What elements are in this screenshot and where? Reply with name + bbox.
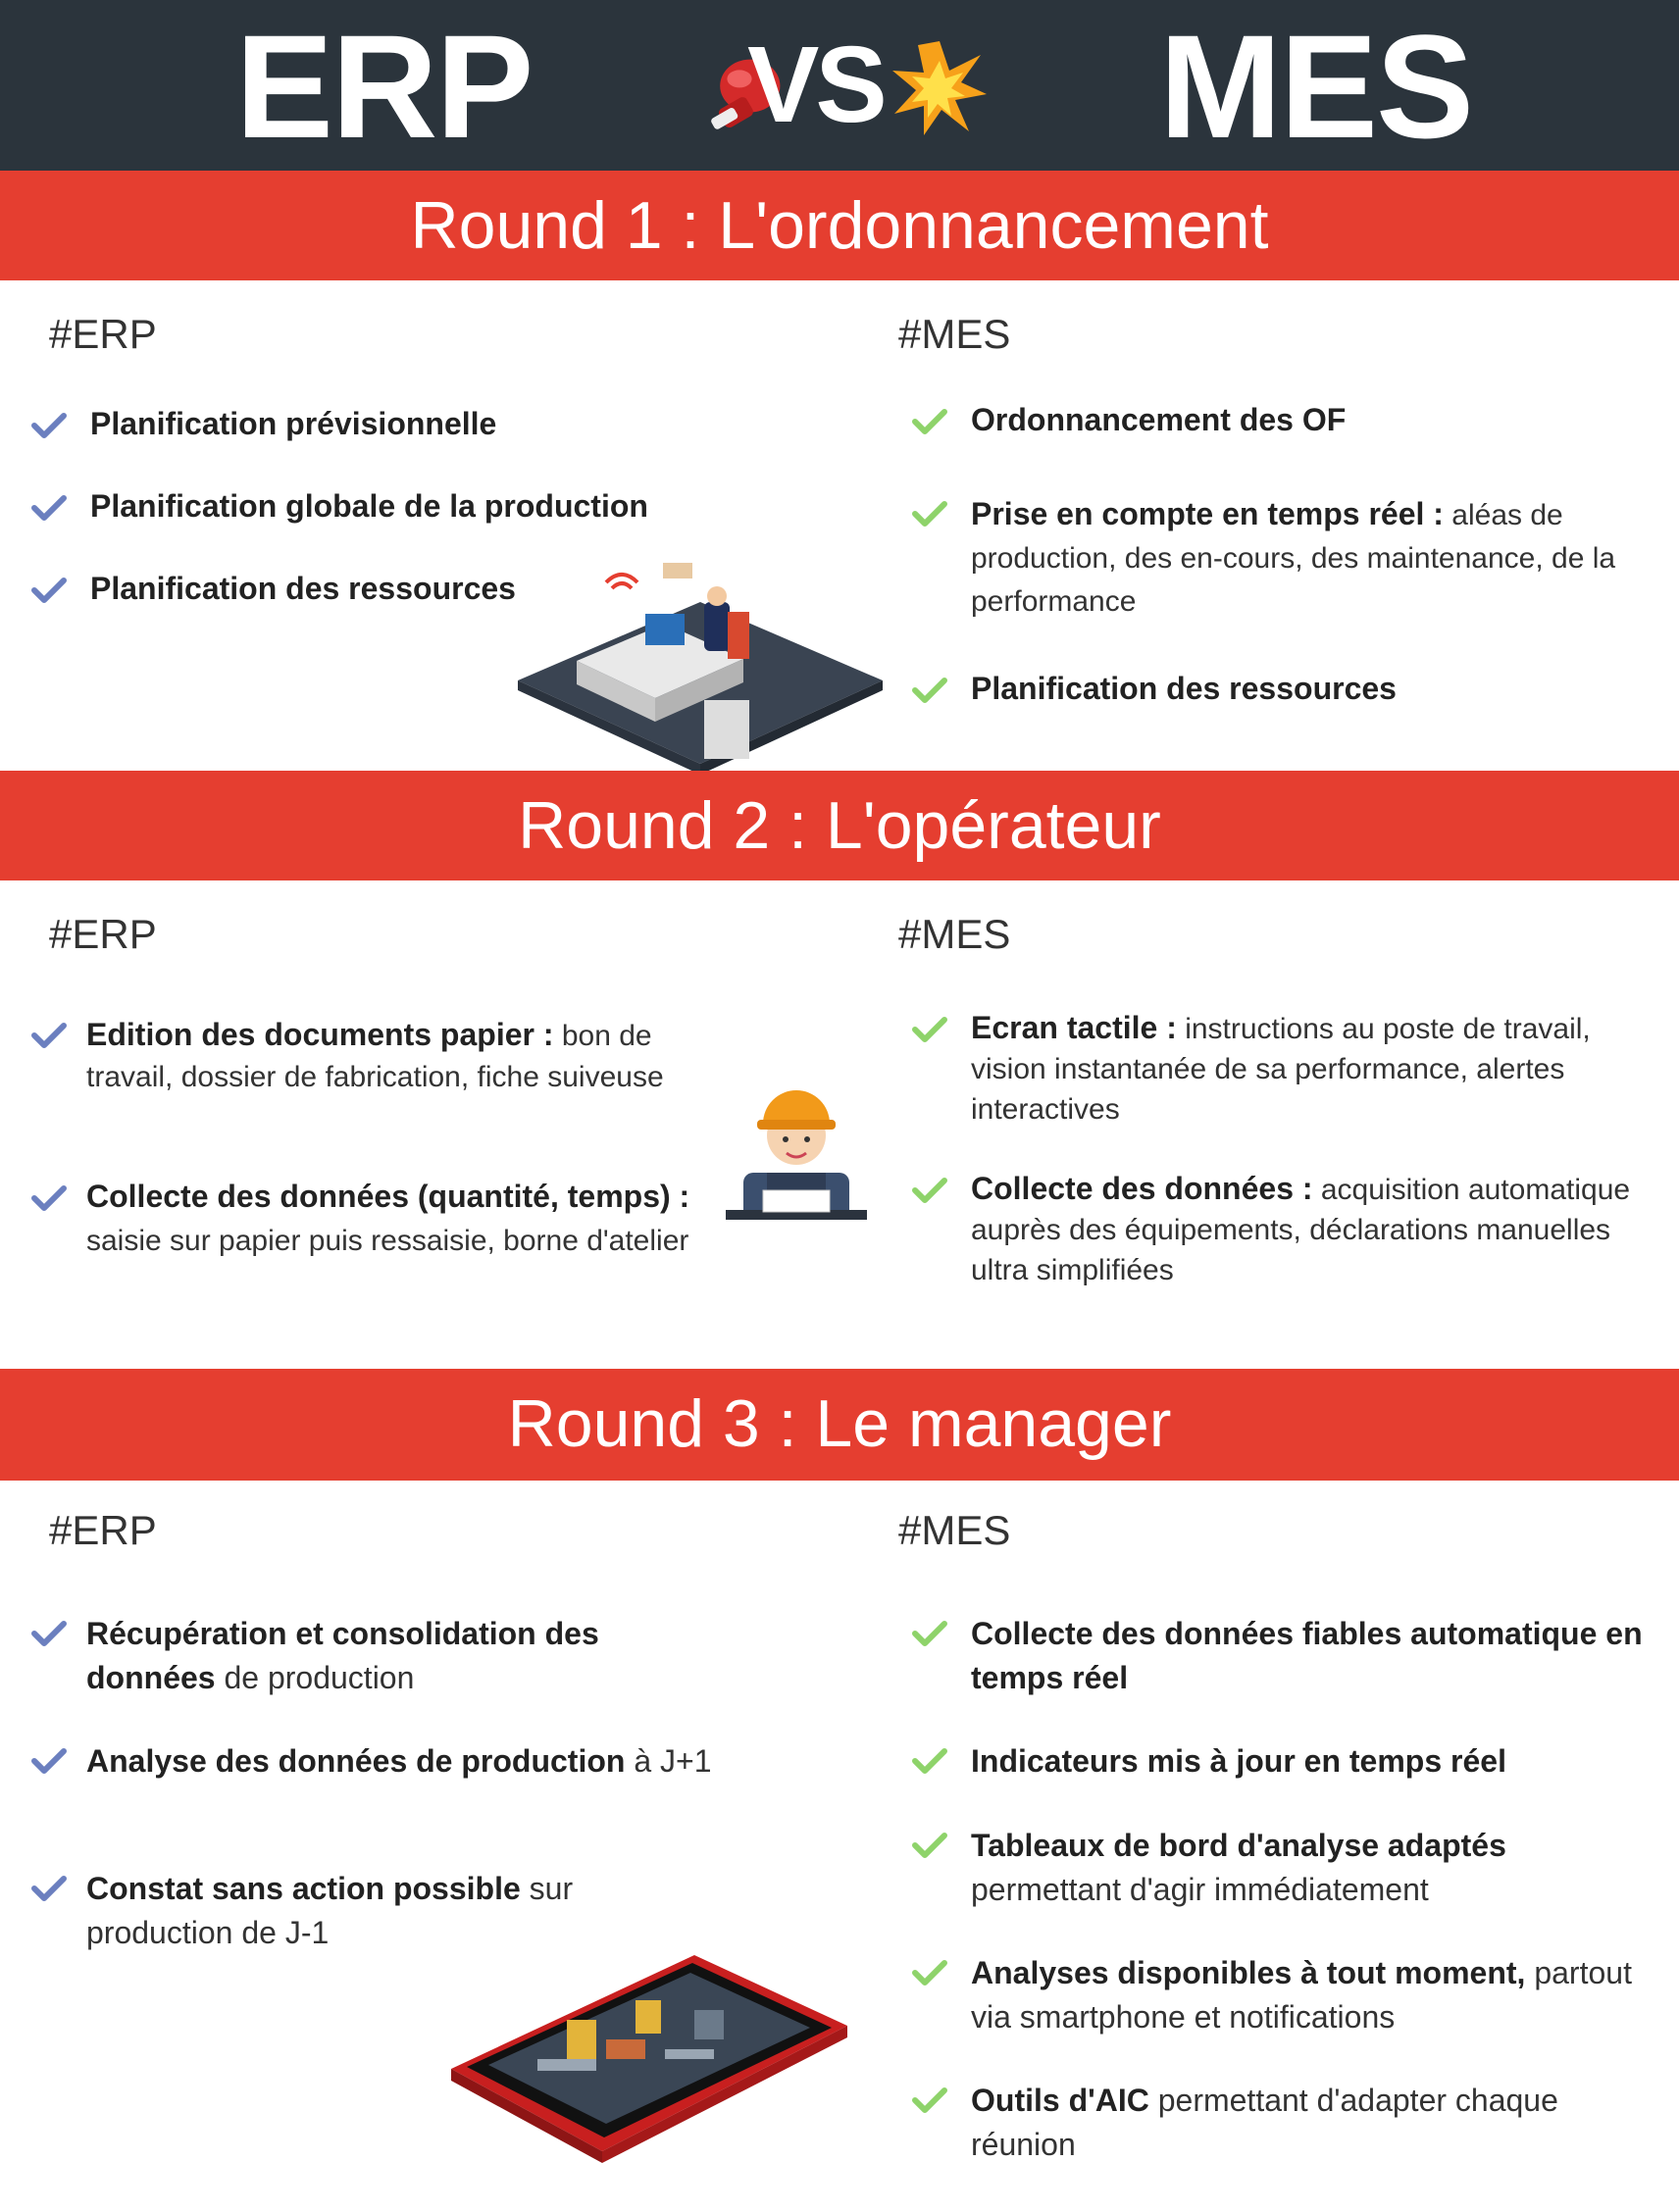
- round-3-erp-item: Analyse des données de production à J+1: [86, 1743, 712, 1779]
- round-2-erp-item: Collecte des données (quantité, temps) : saisie sur papier puis ressaisie, borne d'atelier: [86, 1179, 690, 1257]
- round-2-band: [0, 771, 1679, 880]
- round-3-mes-item: Collecte des données fiables automatique en temps réel: [971, 1616, 1643, 1695]
- round-1-mes-item: Ordonnancement des OF: [971, 402, 1347, 437]
- check-icon: [912, 1747, 947, 1775]
- round-3-mes-item: Indicateurs mis à jour en temps réel: [971, 1743, 1506, 1779]
- check-icon: [31, 1620, 67, 1647]
- check-icon: [31, 1184, 67, 1212]
- check-icon: [31, 1875, 67, 1902]
- round-1-mes-label: #MES: [898, 311, 1011, 357]
- round-3-band: [0, 1369, 1679, 1481]
- header-banner: [0, 0, 1679, 171]
- round-3-mes-label: #MES: [898, 1507, 1011, 1553]
- check-icon: [912, 500, 947, 528]
- round-2-section: [0, 880, 1679, 1369]
- round-1-band: [0, 171, 1679, 280]
- round-1-mes-item: Prise en compte en temps réel : aléas de production, des en-cours, des maintenance, de la performance: [971, 496, 1616, 618]
- round-2-erp-label: #ERP: [49, 911, 157, 957]
- round-3-mes-item: Analyses disponibles à tout moment, partout via smartphone et notifications: [971, 1955, 1632, 2035]
- round-2-title: Round 2 : L'opérateur: [518, 788, 1161, 863]
- worker-hardhat-illustration: [724, 1075, 869, 1222]
- check-icon: [31, 494, 67, 522]
- round-1-erp-item: Planification prévisionnelle: [90, 406, 497, 441]
- round-3-title: Round 3 : Le manager: [507, 1386, 1172, 1461]
- round-2-mes-label: #MES: [898, 911, 1011, 957]
- smartphone-factory-illustration: [449, 1941, 849, 2187]
- round-2-erp-item: Edition des documents papier : bon de travail, dossier de fabrication, fiche suiveuse: [86, 1017, 664, 1093]
- round-3-section: [0, 1481, 1679, 2212]
- check-icon: [31, 1022, 67, 1049]
- header-mes-title: MES: [1159, 4, 1473, 169]
- round-1-erp-label: #ERP: [49, 311, 157, 357]
- round-3-mes-item: Tableaux de bord d'analyse adaptés permettant d'agir immédiatement: [971, 1828, 1506, 1907]
- round-1-title: Round 1 : L'ordonnancement: [410, 188, 1269, 263]
- round-3-erp-item: Constat sans action possible sur production de J-1: [86, 1871, 574, 1950]
- check-icon: [31, 412, 67, 439]
- check-icon: [912, 1832, 947, 1859]
- round-3-mes-item: Outils d'AIC permettant d'adapter chaque réunion: [971, 2083, 1558, 2162]
- round-1-erp-item: Planification des ressources: [90, 571, 516, 606]
- check-icon: [912, 2086, 947, 2114]
- explosion-icon: [890, 39, 989, 137]
- check-icon: [31, 577, 67, 604]
- check-icon: [912, 677, 947, 704]
- check-icon: [912, 1177, 947, 1204]
- check-icon: [912, 1620, 947, 1647]
- check-icon: [912, 1016, 947, 1043]
- round-3-erp-item: Récupération et consolidation des données de production: [86, 1616, 599, 1695]
- round-1-mes-item: Planification des ressources: [971, 671, 1397, 706]
- round-2-mes-item: Ecran tactile : instructions au poste de travail, vision instantanée de sa performance, alertes interactives: [971, 1010, 1591, 1126]
- round-1-erp-item: Planification globale de la production: [90, 488, 648, 524]
- round-2-mes-item: Collecte des données : acquisition automatique auprès des équipements, déclarations manuelles ultra simplifiées: [971, 1171, 1631, 1286]
- check-icon: [912, 1959, 947, 1986]
- check-icon: [912, 408, 947, 435]
- header-erp-title: ERP: [235, 4, 533, 169]
- round-1-section: [0, 280, 1679, 771]
- office-desk-isometric-illustration: [518, 553, 883, 788]
- check-icon: [31, 1747, 67, 1775]
- header-vs: VS: [747, 25, 884, 145]
- round-3-erp-label: #ERP: [49, 1507, 157, 1553]
